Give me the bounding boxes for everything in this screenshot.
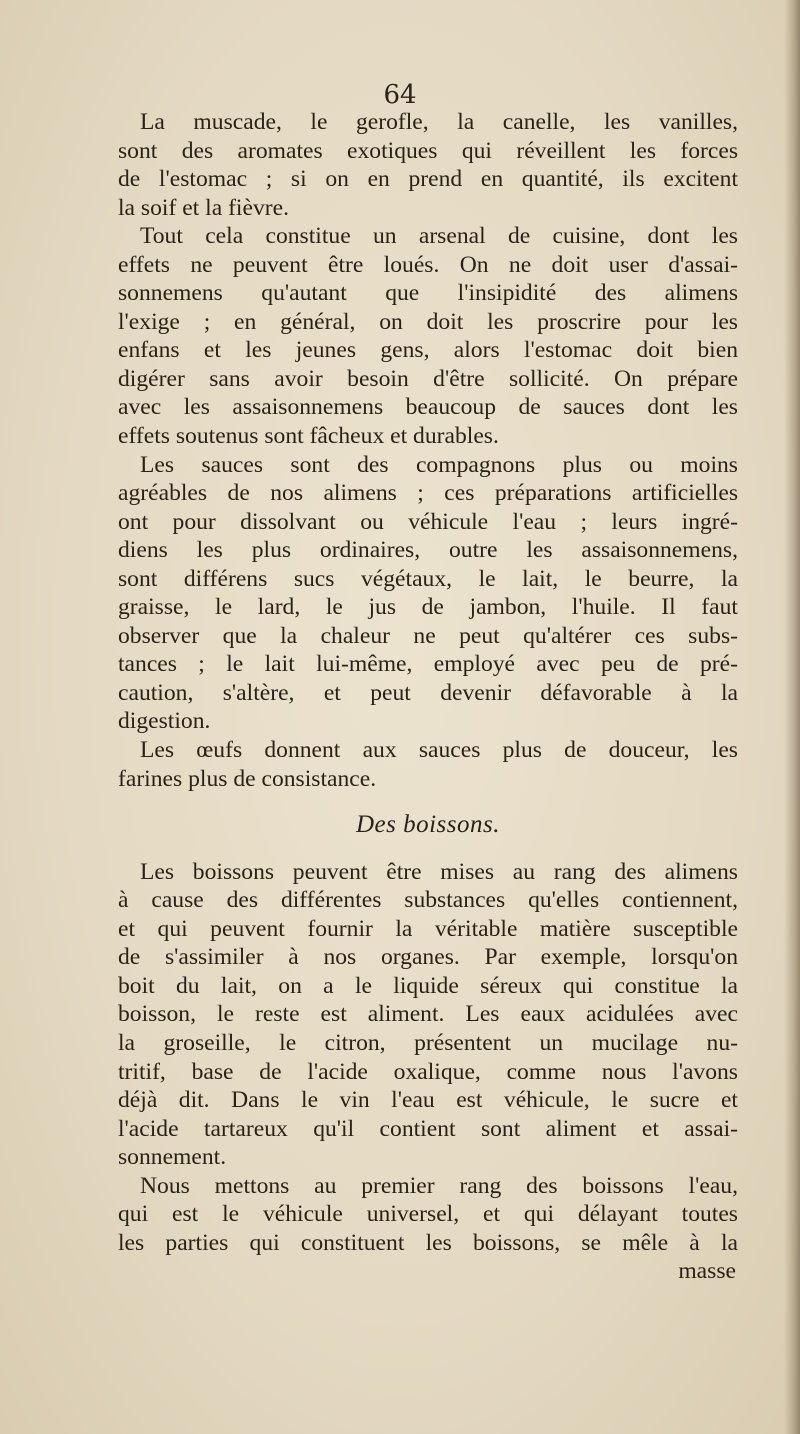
text-line: de l'estomac ; si on en prend en quantité, ils excitent	[118, 166, 738, 193]
text-line: effets ne peuvent être loués. On ne doit user d'assai-	[118, 251, 738, 278]
paragraph-1	[118, 108, 738, 222]
text-line: Les boissons peuvent être mises au rang des alimens	[140, 858, 738, 885]
page-text	[118, 108, 738, 1286]
text-line: Les œufs donnent aux sauces plus de douceur, les	[140, 737, 738, 764]
text-line: sonnemens qu'autant que l'insipidité des alimens	[118, 280, 738, 307]
text-line: l'exige ; en général, on doit les proscrire pour les	[118, 308, 738, 335]
section-heading: Des boissons.	[355, 811, 500, 839]
text-line: graisse, le lard, le jus de jambon, l'huile. Il faut	[118, 594, 738, 621]
text-line: la groseille, le citron, présentent un mucilage nu-	[118, 1029, 738, 1056]
paragraph-4	[118, 736, 738, 793]
paragraph-2	[118, 222, 738, 450]
paragraph-5	[118, 858, 738, 1172]
text-line: qui est le véhicule universel, et qui délayant toutes	[118, 1201, 738, 1228]
text-line: effets soutenus sont fâcheux et durables.	[118, 423, 499, 450]
text-line: Nous mettons au premier rang des boissons l'eau,	[140, 1172, 738, 1199]
text-line: farines plus de consistance.	[118, 765, 377, 792]
text-line: boit du lait, on a le liquide séreux qui constitue la	[118, 972, 738, 999]
text-line: diens les plus ordinaires, outre les assaisonnemens,	[118, 537, 738, 564]
text-line: digérer sans avoir besoin d'être sollicité. On prépare	[118, 365, 738, 392]
text-line: Les sauces sont des compagnons plus ou moins	[140, 451, 738, 478]
paragraph-6	[118, 1172, 738, 1258]
text-line: de s'assimiler à nos organes. Par exemple, lorsqu'on	[118, 944, 738, 971]
paragraph-3	[118, 451, 738, 736]
catchword: masse	[678, 1258, 736, 1285]
text-line: observer que la chaleur ne peut qu'altérer ces subs-	[118, 622, 738, 649]
page-edge-shadow	[784, 0, 800, 1434]
text-line: Tout cela constitue un arsenal de cuisine, dont les	[140, 223, 738, 250]
page-number: 64	[383, 80, 417, 110]
text-line: enfans et les jeunes gens, alors l'estomac doit bien	[118, 337, 738, 364]
text-line: les parties qui constituent les boissons, se mêle à la	[118, 1229, 738, 1256]
text-line: sonnement.	[118, 1144, 227, 1171]
text-line: digestion.	[118, 708, 211, 735]
text-line: sont des aromates exotiques qui réveillent les forces	[118, 137, 738, 164]
text-line: à cause des différentes substances qu'elles contiennent,	[118, 887, 738, 914]
text-line: déjà dit. Dans le vin l'eau est véhicule, le sucre et	[118, 1087, 738, 1114]
text-line: boisson, le reste est aliment. Les eaux acidulées avec	[118, 1001, 738, 1028]
text-line: et qui peuvent fournir la véritable matière susceptible	[118, 915, 738, 942]
text-line: ont pour dissolvant ou véhicule l'eau ; leurs ingré-	[118, 508, 738, 535]
text-line: sont différens sucs végétaux, le lait, le beurre, la	[118, 565, 738, 592]
text-line: La muscade, le gerofle, la canelle, les vanilles,	[140, 109, 738, 135]
text-line: agréables de nos alimens ; ces préparations artificielles	[118, 480, 738, 507]
text-line: l'acide tartareux qu'il contient sont aliment et assai-	[118, 1115, 738, 1142]
text-line: tances ; le lait lui-même, employé avec peu de pré-	[118, 651, 738, 678]
text-line: tritif, base de l'acide oxalique, comme nous l'avons	[118, 1058, 738, 1085]
text-line: avec les assaisonnemens beaucoup de sauces dont les	[118, 394, 738, 421]
text-line: la soif et la fièvre.	[118, 194, 289, 221]
text-line: caution, s'altère, et peut devenir défavorable à la	[118, 679, 738, 706]
